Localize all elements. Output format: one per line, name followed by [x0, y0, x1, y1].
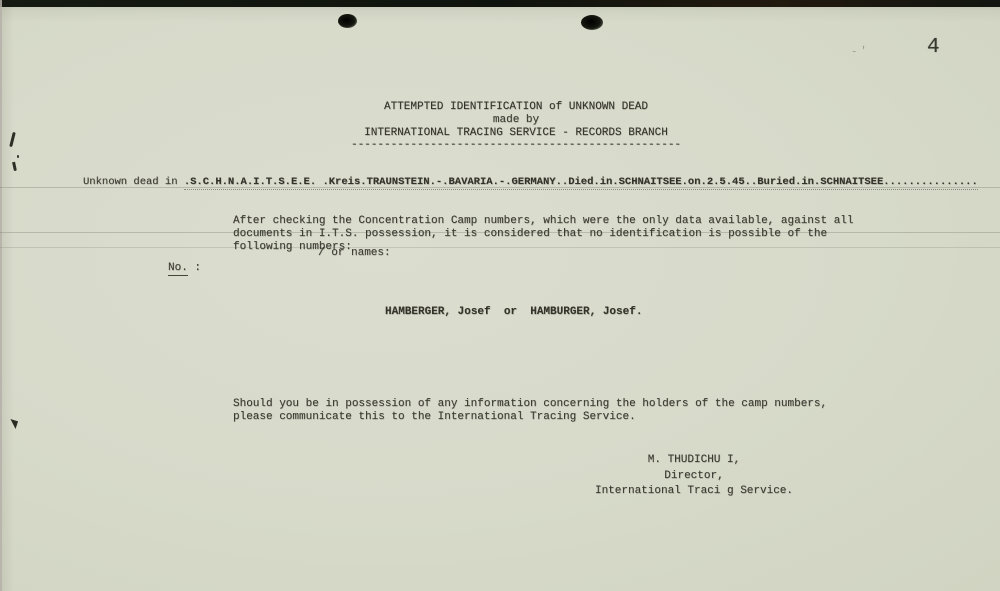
signature-block — [544, 453, 844, 500]
document-header — [266, 101, 766, 152]
signer-name: M. THUDICHU I, — [647, 454, 741, 466]
or-names-label: / or names: — [318, 247, 391, 259]
paragraph-line: Should you be in possession of any information concerning the holders of the camp numbers, — [233, 398, 828, 410]
scanner-top-edge-bar — [0, 0, 1000, 7]
number-label — [168, 262, 201, 274]
pencil-annotation: -' — [850, 45, 871, 59]
document-title: ATTEMPTED IDENTIFICATION of UNKNOWN DEAD — [383, 101, 649, 113]
ink-mark-slash — [9, 132, 16, 147]
number-label-word: No. — [168, 262, 188, 274]
header-made-by: made by — [492, 113, 540, 126]
names-line: HAMBERGER, Josef or HAMBURGER, Josef. — [385, 306, 643, 318]
form-line-label: Unknown dead in — [83, 176, 184, 188]
form-line-filled-value: .S.C.H.N.A.I.T.S.E.E. .Kreis.TRAUNSTEIN.-.BAVARIA.-.GERMANY..Died.in.SCHNAITSEE.on.2.5.45..Buried.in.SCHNAITSEE............... — [183, 176, 978, 188]
paragraph-line: After checking the Concentration Camp numbers, which were the only data available, against all — [233, 215, 854, 227]
ink-mark-dot — [17, 155, 19, 158]
ink-mark-comma — [12, 162, 17, 171]
signer-org: International Traci g Service. — [594, 485, 794, 497]
number-label-colon: : — [187, 262, 202, 274]
scanner-left-edge — [0, 0, 2, 591]
page-number: 4 — [927, 36, 940, 59]
paragraph-line: documents in I.T.S. possession, it is considered that no identification is possible of the — [233, 228, 828, 240]
paragraph-line: please communicate this to the International Tracing Service. — [233, 411, 636, 423]
header-divider: -------------------------------------------------- — [350, 139, 682, 152]
paragraph-line: following numbers: — [233, 241, 352, 253]
body-paragraph-2 — [233, 398, 827, 424]
signer-role: Director, — [664, 469, 724, 482]
punch-hole-icon — [581, 15, 603, 30]
ink-mark-hook — [8, 419, 18, 429]
header-org-line: INTERNATIONAL TRACING SERVICE - RECORDS BRANCH — [364, 126, 668, 139]
unknown-dead-form-line — [83, 176, 978, 188]
punch-hole-icon — [338, 14, 357, 28]
